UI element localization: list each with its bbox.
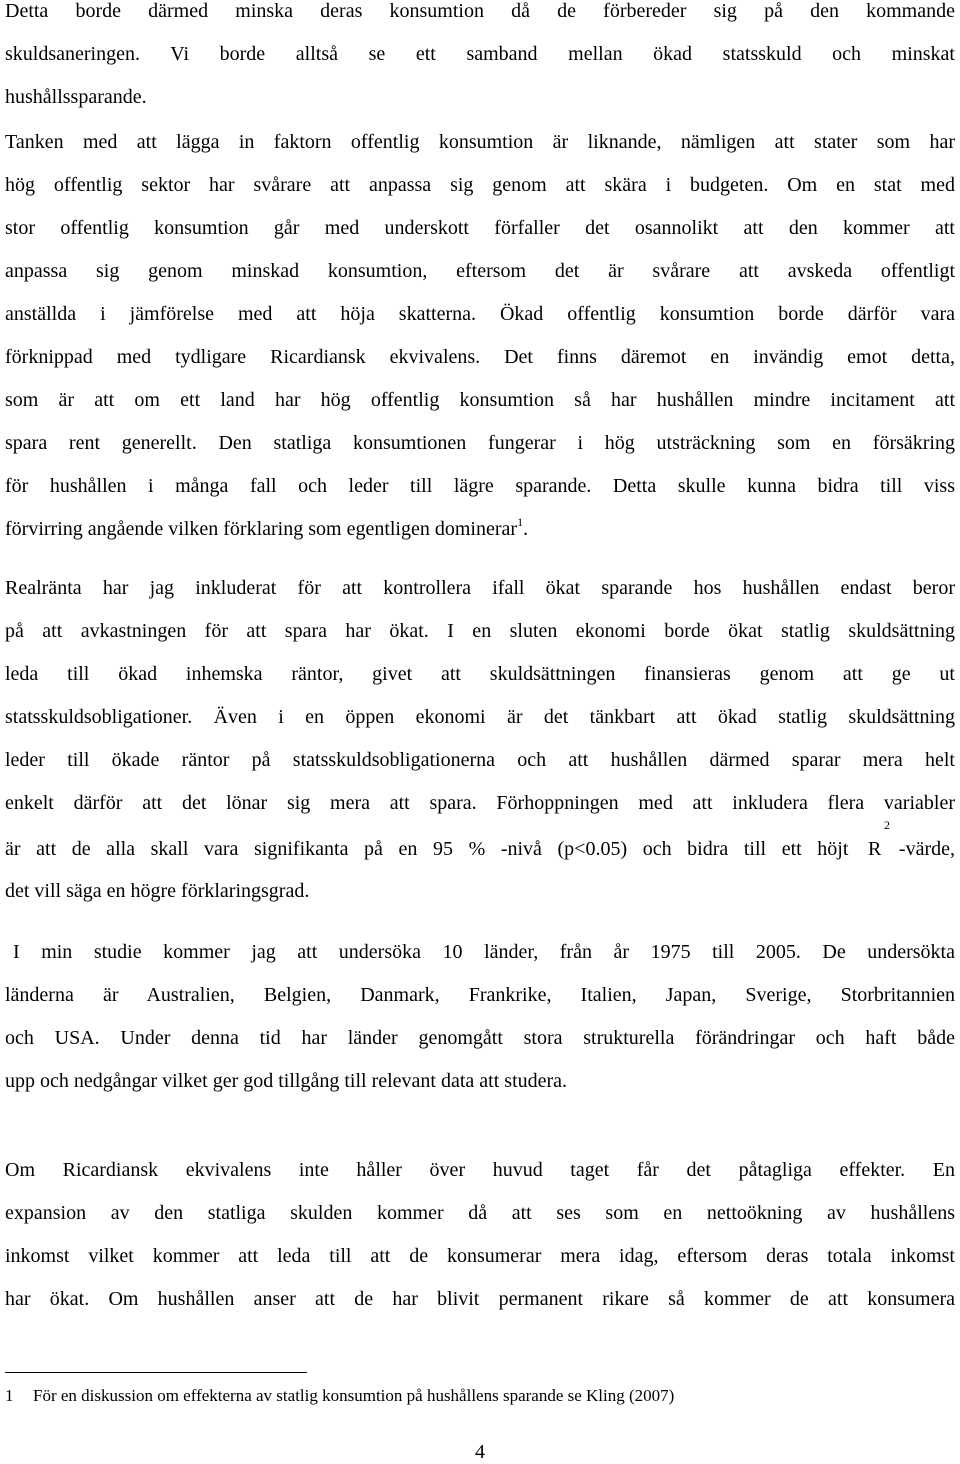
text-line: Realränta har jag inkluderat för att kontrollera ifall ökat sparande hos hushållen endast beror	[5, 577, 955, 599]
text-line: anpassa sig genom minskad konsumtion, eftersom det är svårare att avskeda offentligt	[5, 260, 955, 282]
text-line: stor offentlig konsumtion går med underskott förfaller det osannolikt att den kommer att	[5, 217, 955, 239]
footnote-number: 1	[5, 1386, 14, 1405]
text-line: expansion av den statliga skulden kommer då att ses som en nettoökning av hushållens	[5, 1202, 955, 1224]
r-symbol: R	[867, 838, 882, 860]
text-line: statsskuldsobligationer. Även i en öppen ekonomi är det tänkbart att ökad statlig skuldsättning	[5, 706, 955, 728]
r-squared-symbol	[867, 818, 890, 874]
text-line: har ökat. Om hushållen anser att de har blivit permanent rikare så kommer de att konsumera	[5, 1288, 955, 1310]
footnote-reference: 1	[517, 515, 524, 529]
text-line: I min studie kommer jag att undersöka 10 länder, från år 1975 till 2005. De undersökta	[13, 941, 955, 963]
footnote-separator	[5, 1372, 307, 1373]
text-line-content: förvirring angående vilken förklaring som egentligen dominerar	[5, 518, 518, 540]
paragraph-5	[5, 1149, 955, 1321]
text-line: upp och nedgångar vilket ger god tillgång till relevant data att studera.	[5, 1070, 568, 1092]
text-line: för hushållen i många fall och leder till lägre sparande. Detta skulle kunna bidra till viss	[5, 475, 955, 497]
paragraph-2	[5, 121, 955, 551]
text-line: Om Ricardiansk ekvivalens inte håller över huvud taget får det påtagliga effekter. En	[5, 1159, 955, 1181]
text-line	[5, 818, 955, 870]
footnote	[5, 1385, 674, 1407]
text-line: Tanken med att lägga in faktorn offentlig konsumtion är liknande, nämligen att stater som har	[5, 131, 955, 153]
text-line: hög offentlig sektor har svårare att anpassa sig genom att skära i budgeten. Om en stat med	[5, 174, 955, 196]
text-line: enkelt därför att det lönar sig mera att spara. Förhoppningen med att inkludera flera variabler	[5, 792, 955, 814]
paragraph-3	[5, 567, 955, 913]
text-line-tail: .	[523, 518, 529, 540]
page-number: 4	[475, 1441, 485, 1463]
text-line: på att avkastningen för att spara har ökat. I en sluten ekonomi borde ökat statlig skuldsättning	[5, 620, 955, 642]
text-line: det vill säga en högre förklaringsgrad.	[5, 880, 310, 902]
text-line: anställda i jämförelse med att höja skatterna. Ökad offentlig konsumtion borde därför vara	[5, 303, 955, 325]
text-line: leda till ökad inhemska räntor, givet att skuldsättningen finansieras genom att ge ut	[5, 663, 955, 685]
text-line	[5, 508, 955, 551]
text-line-tail: -värde,	[898, 838, 955, 860]
text-line: leder till ökade räntor på statsskuldsobligationerna och att hushållen därmed sparar mera helt	[5, 749, 955, 771]
text-line: förknippad med tydligare Ricardiansk ekvivalens. Det finns däremot en invändig emot detta,	[5, 346, 955, 368]
text-line: länderna är Australien, Belgien, Danmark, Frankrike, Italien, Japan, Sverige, Storbritannien	[5, 984, 955, 1006]
text-line: och USA. Under denna tid har länder genomgått stora strukturella förändringar och haft både	[5, 1027, 955, 1049]
footnote-text: För en diskussion om effekterna av statlig konsumtion på hushållens sparande se Kling (2007)	[33, 1386, 675, 1405]
r-exponent: 2	[883, 818, 890, 832]
text-line: inkomst vilket kommer att leda till att de konsumerar mera idag, eftersom deras totala inkomst	[5, 1245, 955, 1267]
paragraph-4	[5, 931, 955, 1103]
text-line: Detta borde därmed minska deras konsumtion då de förbereder sig på den kommande	[5, 0, 955, 22]
text-line: som är att om ett land har hög offentlig konsumtion så har hushållen mindre incitament att	[5, 389, 955, 411]
text-line: hushållssparande.	[5, 86, 147, 108]
text-line: skuldsaneringen. Vi borde alltså se ett samband mellan ökad statsskuld och minskat	[5, 43, 955, 65]
text-line: spara rent generellt. Den statliga konsumtionen fungerar i hög utsträckning som en försäkring	[5, 432, 955, 454]
paragraph-1	[5, 0, 955, 119]
text-line-content: är att de alla skall vara signifikanta på en 95 % -nivå (p<0.05) och bidra till ett höjt	[5, 838, 849, 860]
